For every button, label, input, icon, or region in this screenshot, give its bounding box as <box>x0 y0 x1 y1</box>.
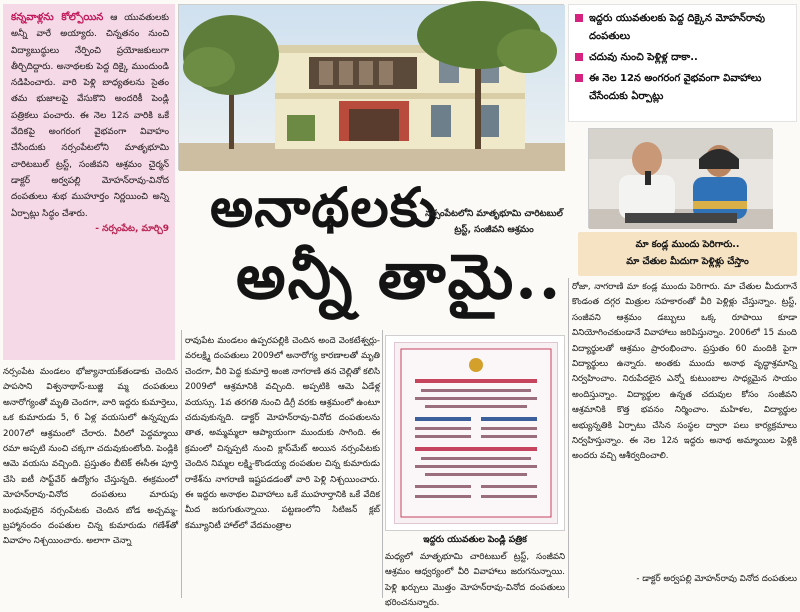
square-bullet-icon <box>575 53 583 61</box>
column-divider <box>181 330 182 598</box>
headline-line-1: అనాథలకు <box>210 175 438 239</box>
highlight-item <box>573 49 792 67</box>
wedding-invitation-photo <box>385 335 565 531</box>
square-bullet-icon <box>575 74 583 82</box>
column-divider <box>568 278 569 598</box>
highlight-item <box>573 70 792 106</box>
couple-image <box>589 129 773 229</box>
quote-line-2: మా చేతుల మీదుగా పెళ్లిళ్లు చేస్తాం <box>626 256 749 267</box>
quote-line-1: మా కండ్ల ముందు పెరిగారు.. <box>635 239 740 250</box>
highlight-item <box>573 10 792 46</box>
headline-line-2: అన్నీ తామై.. <box>236 240 563 313</box>
highlight-text: చదువు నుంచి పెళ్లిళ్ల దాకా.. <box>589 52 698 63</box>
article-column-3 <box>385 550 565 609</box>
highlight-text: ఇద్దరు యువతులకు పెద్ద దిక్కైన మోహన్‌రావు దంపతులు <box>589 13 765 42</box>
invitation-card-drawing <box>395 343 557 523</box>
column-text: రోజా, నాగరాణి మా కండ్ల ముందు పెరిగారు. మా చేతుల మీదుగానే కొండంత దగ్గర మిత్రుల సహకారంతో వీరి పెళ్లిళ్లు చేస్తున్నాం. ట్రస్ట్, సంజీవని ఆశ్రమం డబ్బులు ఒక్క రూపాయి కూడా వినియోగించకుండానే వివాహాలు జరిపిస్తున్నాం. 2006లో 15 మంది విద్యార్థులతో ఆశ్రమం ప్రారంభించాం. ప్రస్తుతం 60 మందికి పైగా విద్యార్థులు ఉన్నారు. అంతకు ముందు అనాథ వృద్ధాశ్రమాన్ని నిర్వహించాం. నిరుపేదలైన ఎన్నో కుటుంబాల సాధ్యమైన సాయం అందిస్తున్నాం. విద్యార్థుల ఉన్నత చదువుల కోసం సంజీవని ఆశ్రమానికి కొత్త భవనం నిర్మించాం. మహిళల, విద్యార్థుల అభ్యున్నతికి ఏర్పాటు చేసిన సంస్థల ద్వారా పలు కార్యక్రమాలు నిర్వహిస్తున్నాం. ఈ నెల 12న ఇద్దరు అనాథ అమ్మాయిల పెళ్లికి అందరు వచ్చి ఆశీర్వదించాలి. <box>572 282 797 462</box>
column-text: నర్సంపేట మండలం భోజ్యానాయక్‌తండాకు చెందిన పాపసాని విశ్వనాథాస్-బుజ్జి మ్మ దంపతులు అనారోగ్యంతో మృతి చెందగా, వారి ఇద్దరు కుమార్తెలు, ఒక కుమారుడు 5, 6 ఏళ్ల వయసులో ఉన్నప్పుడు 2007లో ఆశ్రమంలో చేరారు. వీరిలో పెద్దమ్మాయి రమా అప్పటి నుంచి చక్కగా చదువుకుంటోంది. పెండ్లికి ఆమె వయసు వచ్చింది. ప్రస్తుతం బీటెక్ ఈసీఈ పూర్తి చేసి ఐటీ సాఫ్ట్‌వేర్ ఉద్యోగం చేస్తున్నది. ఈక్రమంలో మోహన్‌రావు-వినోద దంపతులు మారుపు బంధువులైన నర్సంపేటకు చెందిన బోడ అచ్చమ్మ-బ్రహ్మానందం దంపతుల చిన్న కుమారుడు గణేశ్‌తో వివాహం నిశ్చయించారు. అలాగా చెన్నా <box>3 367 178 547</box>
intro-paragraph <box>11 10 169 222</box>
intro-text: ఆ యువతులకు అన్నీ వారే అయ్యారు. చిన్నతనం నుంచి విద్యాబుద్ధులు నేర్పించి ప్రయోజకులుగా తీర్చిదిద్దారు. అనాథలకు పెద్ద దిక్కై ముందుండి నడిపించారు. వారి పెళ్లి బాధ్యతలను సైతం తమ భుజాలపై వేసుకొని అందరికీ పెండ్లి పత్రికలు పంచారు. ఈ నెల 12న వారికి ఒకే వేదికపై అంగరంగ వైభవంగా వివాహం చేసేందుకు నర్సంపేటలోని మాతృభూమి చారిటబుల్ ట్రస్ట్, సంజీవని ఆశ్రమం చైర్మన్ డాక్టర్ అర్వపల్లి మోహన్‌రావు-వినోద దంపతులు శుభ ముహూర్తం నిర్ణయించి అన్ని ఏర్పాట్లు సిద్ధం చేశారు. <box>11 13 170 219</box>
article-column-2 <box>185 334 380 598</box>
column-text: మధ్యలో మాతృభూమి చారిటబుల్ ట్రస్ట్, సంజీవని ఆశ్రమం ఆధ్వర్యంలో వీరి వివాహాలు జరుగనున్నాయి. పెళ్లి ఖర్చులు మొత్తం మోహన్‌రావు-వినోద దంపతులు భరించనున్నారు. <box>385 552 565 609</box>
ashram-building-image <box>179 5 565 171</box>
square-bullet-icon <box>575 14 583 22</box>
column-text: రావుపేట మండలం ఉప్పరపల్లికి చెందిన అందె వెంకటేశ్వర్లు-వరలక్ష్మి దంపతులు 2009లో అనారోగ్య కారణాలతో మృతి చెందగా, వీరి పెద్ద కుమార్తె అంజి నాగరాణి తన చెల్లితో కలిసి 2009లో ఆశ్రమానికి వచ్చింది. అప్పటికి ఆమె ఏడేళ్ల వయస్సు. 1వ తరగతి నుంచి డిగ్రీ వరకు ఆశ్రమంలో ఉంటూ చదువుకున్నది. డాక్టర్ మోహన్‌రావు-వినోద దంపతులను తాత, అమ్మమ్మలా ఆప్యాయంగా ముందుకు సాగింది. ఈ క్రమంలో చిన్నప్పటి నుంచి క్లాస్‌మేట్ అయిన నర్సంపేటకు చెందిన నిమ్మల లక్ష్మి-కొండయ్య దంపతుల చిన్న కుమారుడు రాకేశ్‌ను నాగరాణి ఇష్టపడడంతో వారి పెళ్లి నిశ్చయించారు. ఈ ఇద్దరు అనాథల వివాహాలు ఒకే ముహూర్తానికి ఒకే వేదిక మీద జరుగుతున్నాయి. పట్టణంలోని సిటిజన్ క్లబ్ కమ్యూనిటీ హాల్‌లో వేదమంత్రాల <box>185 336 380 531</box>
intro-box <box>3 4 175 360</box>
intro-dateline: - నర్సంపేట, మార్చి9 <box>95 223 169 234</box>
wedding-invitation-image <box>394 342 558 524</box>
ashram-building-photo <box>178 4 564 170</box>
column-divider <box>382 330 383 598</box>
couple-photo <box>588 128 772 228</box>
headline-kicker: నర్సంపేటలోని మాతృభూమి చారిటబుల్ ట్రస్ట్, సంజీవని ఆశ్రమం <box>425 209 563 235</box>
quote-signature: - డాక్టర్ అర్వపల్లి మోహన్‌రావు వినోద దంపతులు <box>636 574 797 584</box>
article-column-1 <box>3 365 178 597</box>
column-4-signature-wrap <box>572 572 797 587</box>
highlights-box <box>568 4 797 122</box>
highlight-text: ఈ నెల 12న అంగరంగ వైభవంగా వివాహాలు చేసేందుకు ఏర్పాట్లు <box>589 73 762 102</box>
quote-box <box>578 232 797 276</box>
invitation-caption: ఇద్దరు యువతుల పెండ్లి పత్రిక <box>423 535 527 545</box>
intro-lead: కన్నవాళ్లను కోల్పోయిన <box>11 12 104 23</box>
article-column-4 <box>572 280 797 570</box>
